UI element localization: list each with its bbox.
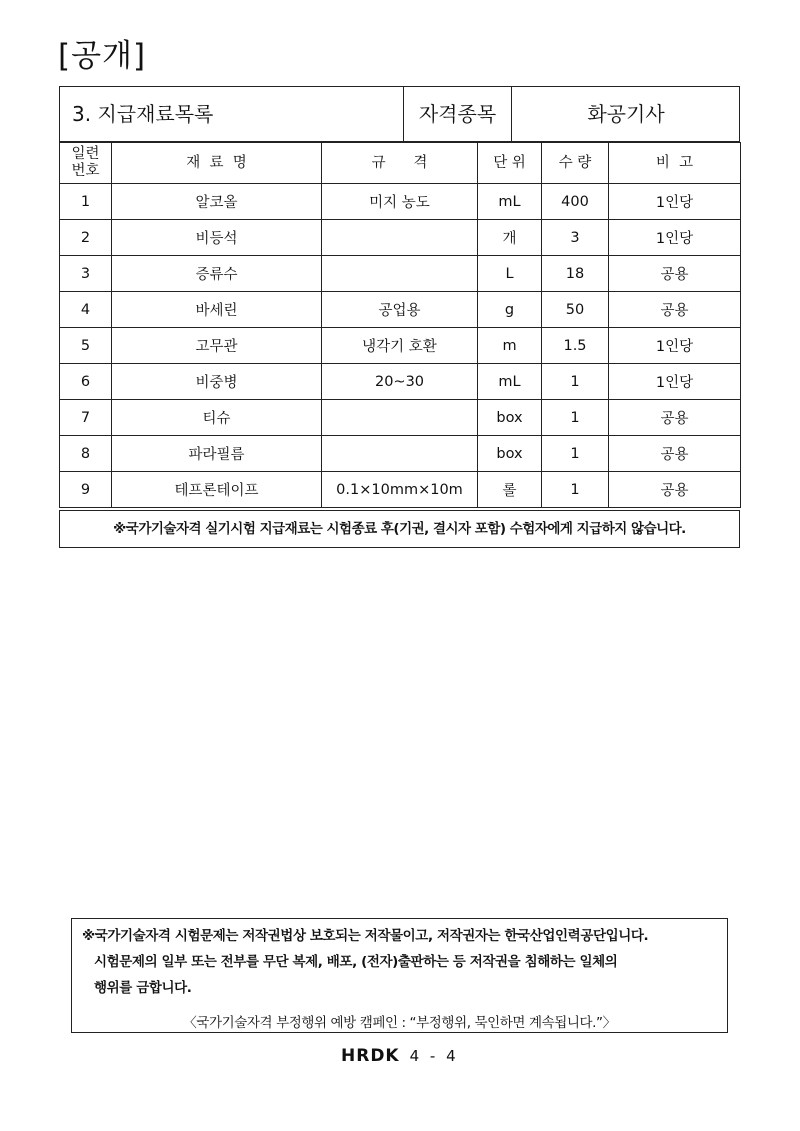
cell-spec xyxy=(322,256,478,292)
cell-serial: 2 xyxy=(60,220,112,256)
public-badge: [공개] xyxy=(58,38,147,74)
page-footer xyxy=(341,1044,459,1068)
table-row xyxy=(60,436,741,472)
cell-serial: 5 xyxy=(60,328,112,364)
cell-remarks: 공용 xyxy=(609,472,741,508)
cell-serial: 9 xyxy=(60,472,112,508)
section-title: 3. 지급재료목록 xyxy=(72,102,214,126)
cell-serial: 8 xyxy=(60,436,112,472)
cell-quantity: 400 xyxy=(542,184,609,220)
table-row xyxy=(60,256,741,292)
cell-serial: 7 xyxy=(60,400,112,436)
cell-spec xyxy=(322,400,478,436)
table-row xyxy=(60,184,741,220)
cell-spec xyxy=(322,436,478,472)
cell-remarks: 공용 xyxy=(609,256,741,292)
cell-quantity: 18 xyxy=(542,256,609,292)
cell-spec: 0.1×10mm×10m xyxy=(322,472,478,508)
cell-material-name: 비등석 xyxy=(112,220,322,256)
section-header xyxy=(59,86,740,142)
cell-remarks: 공용 xyxy=(609,436,741,472)
cell-quantity: 1 xyxy=(542,364,609,400)
supply-notice: ※국가기술자격 실기시험 지급재료는 시험종료 후(기권, 결시자 포함) 수험자에게 지급하지 않습니다. xyxy=(59,510,740,548)
table-row xyxy=(60,364,741,400)
copyright-line: 시험문제의 일부 또는 전부를 무단 복제, 배포, (전자)출판하는 등 저작권을 침해하는 일체의 xyxy=(94,954,618,970)
cell-spec: 미지 농도 xyxy=(322,184,478,220)
cell-serial: 1 xyxy=(60,184,112,220)
cell-remarks: 1인당 xyxy=(609,184,741,220)
header-material-name: 재 료 명 xyxy=(112,143,322,184)
header-serial: 일련 번호 xyxy=(60,143,112,184)
cell-spec: 공업용 xyxy=(322,292,478,328)
table-row xyxy=(60,472,741,508)
cell-spec: 냉각기 호환 xyxy=(322,328,478,364)
cell-remarks: 공용 xyxy=(609,292,741,328)
cell-material-name: 티슈 xyxy=(112,400,322,436)
campaign-line: 〈국가기술자격 부정행위 예방 캠페인 : “부정행위, 묵인하면 계속됩니다.”〉 xyxy=(183,1015,616,1031)
cell-quantity: 50 xyxy=(542,292,609,328)
cell-serial: 6 xyxy=(60,364,112,400)
materials-table xyxy=(59,142,741,508)
cell-unit: 롤 xyxy=(478,472,542,508)
qualification-label: 자격종목 xyxy=(418,102,497,126)
cell-spec: 20~30 xyxy=(322,364,478,400)
cell-unit: m xyxy=(478,328,542,364)
table-row xyxy=(60,292,741,328)
header-spec: 규 격 xyxy=(322,143,478,184)
cell-quantity: 1 xyxy=(542,400,609,436)
copyright-line: ※국가기술자격 시험문제는 저작권법상 보호되는 저작물이고, 저작권자는 한국산업인력공단입니다. xyxy=(82,928,649,944)
cell-unit: g xyxy=(478,292,542,328)
cell-material-name: 파라필름 xyxy=(112,436,322,472)
cell-unit: box xyxy=(478,400,542,436)
cell-material-name: 고무관 xyxy=(112,328,322,364)
cell-quantity: 3 xyxy=(542,220,609,256)
copyright-line: 행위를 금합니다. xyxy=(94,980,192,996)
cell-serial: 4 xyxy=(60,292,112,328)
cell-material-name: 비중병 xyxy=(112,364,322,400)
cell-material-name: 바세린 xyxy=(112,292,322,328)
copyright-box xyxy=(71,918,728,1033)
table-row xyxy=(60,220,741,256)
cell-material-name: 알코올 xyxy=(112,184,322,220)
cell-remarks: 1인당 xyxy=(609,328,741,364)
cell-material-name: 테프론테이프 xyxy=(112,472,322,508)
cell-spec xyxy=(322,220,478,256)
cell-unit: box xyxy=(478,436,542,472)
cell-quantity: 1 xyxy=(542,436,609,472)
cell-unit: L xyxy=(478,256,542,292)
header-unit: 단 위 xyxy=(478,143,542,184)
cell-quantity: 1.5 xyxy=(542,328,609,364)
cell-unit: mL xyxy=(478,364,542,400)
cell-remarks: 1인당 xyxy=(609,364,741,400)
hrdk-logo: HRDK xyxy=(341,1046,400,1066)
table-row xyxy=(60,328,741,364)
cell-quantity: 1 xyxy=(542,472,609,508)
cell-material-name: 증류수 xyxy=(112,256,322,292)
cell-remarks: 1인당 xyxy=(609,220,741,256)
cell-unit: 개 xyxy=(478,220,542,256)
header-quantity: 수 량 xyxy=(542,143,609,184)
cell-serial: 3 xyxy=(60,256,112,292)
header-remarks: 비 고 xyxy=(609,143,741,184)
table-header-row xyxy=(60,143,741,184)
cell-remarks: 공용 xyxy=(609,400,741,436)
table-row xyxy=(60,400,741,436)
cell-unit: mL xyxy=(478,184,542,220)
page-number: 4 - 4 xyxy=(409,1047,459,1065)
qualification-value: 화공기사 xyxy=(587,102,665,126)
